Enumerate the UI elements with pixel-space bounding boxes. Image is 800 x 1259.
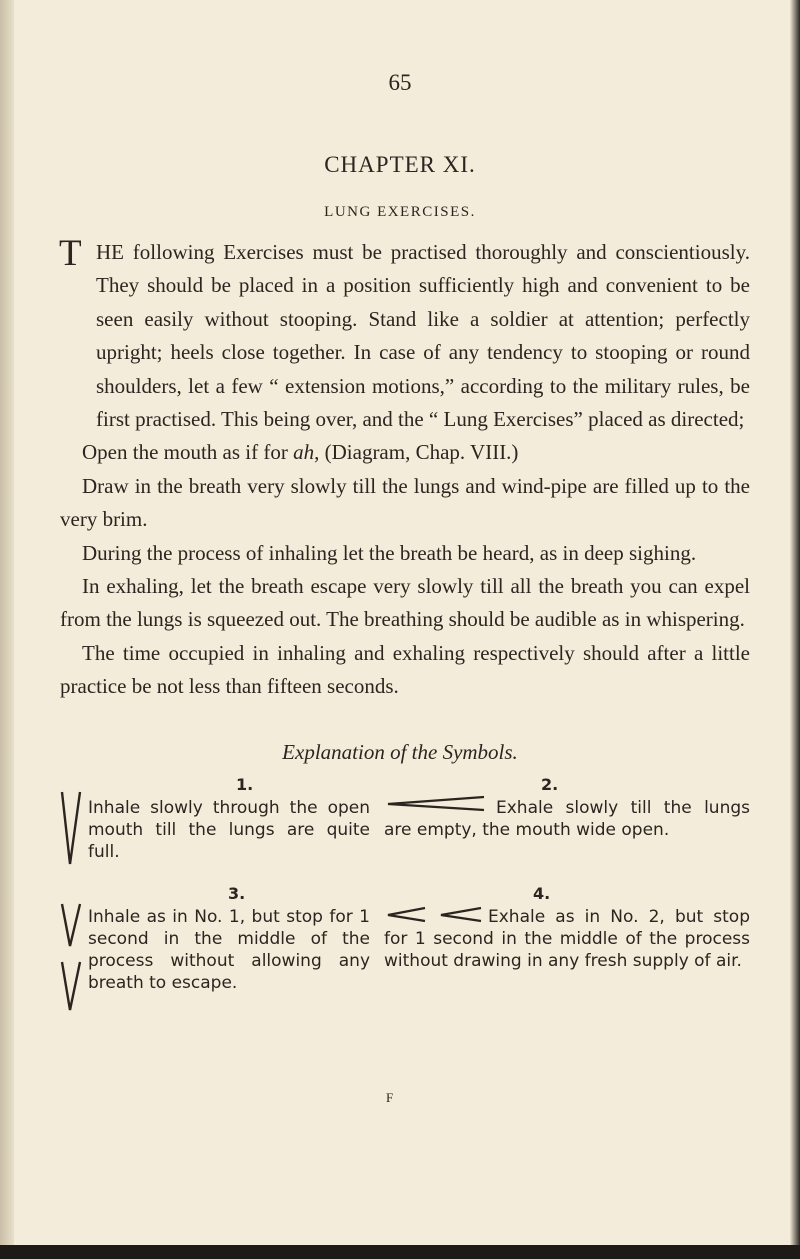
symbol-3-number: 3. [228, 884, 246, 903]
paragraph-2: Open the mouth as if for ah, (Diagram, Chap. VIII.) [82, 440, 519, 465]
inhale-pause-symbol-icon [58, 902, 92, 1014]
paragraph-5: In exhaling, let the breath escape very slowly till all the breath you can expel from the lungs is squeezed out. The breathing should be audible as in whispering. [60, 574, 750, 632]
symbol-1-text: Inhale slowly through the open mouth till the lungs are quite full. [88, 798, 370, 862]
page-number: 65 [388, 70, 412, 95]
page-bottom-edge [0, 1245, 800, 1259]
drop-cap: T [59, 233, 82, 274]
explanation-heading: Explanation of the Symbols. [282, 740, 518, 764]
page-edge-left [0, 0, 14, 1259]
symbol-2-text-first: Exhale slowly till the lungs are empty, the mouth wide open. [384, 798, 750, 840]
body-text [59, 233, 750, 704]
symbol-4-number: 4. [533, 884, 551, 903]
page-edge-right [790, 0, 800, 1259]
paragraph-3: Draw in the breath very slowly till the lungs and wind-pipe are filled up to the very brim. [60, 473, 750, 532]
paragraph-4: During the process of inhaling let the breath be heard, as in deep sighing. [82, 540, 697, 565]
chapter-heading: CHAPTER XI. [324, 152, 476, 177]
paragraph-6: The time occupied in inhaling and exhaling respectively should after a little practice be not less than fifteen seconds. [60, 640, 750, 699]
symbol-2-number: 2. [541, 775, 559, 794]
paragraph-1: HE following Exercises must be practised thoroughly and conscientiously. They should be placed in a position sufficiently high and convenient to be seen easily without stooping. Stand like a soldier at attention; perfectly upright; heels close together. In case of any tendency to stooping or round shoulders, let a few “ extension motions,” according to the military rules, be first practised. This being over, and the “ Lung Exercises” placed as directed; [96, 240, 750, 432]
symbol-3-text: Inhale as in No. 1, but stop for 1 second in the middle of the process without allowing any breath to escape. [88, 907, 370, 993]
signature-mark: F [386, 1090, 394, 1105]
symbol-1-number: 1. [236, 775, 254, 794]
inhale-symbol-icon [58, 790, 90, 868]
symbol-4-text: Exhale as in No. 2, but stop for 1 second in the middle of the process without drawing in any fresh supply of air. [384, 907, 750, 971]
chapter-title: LUNG EXERCISES. [324, 204, 476, 220]
